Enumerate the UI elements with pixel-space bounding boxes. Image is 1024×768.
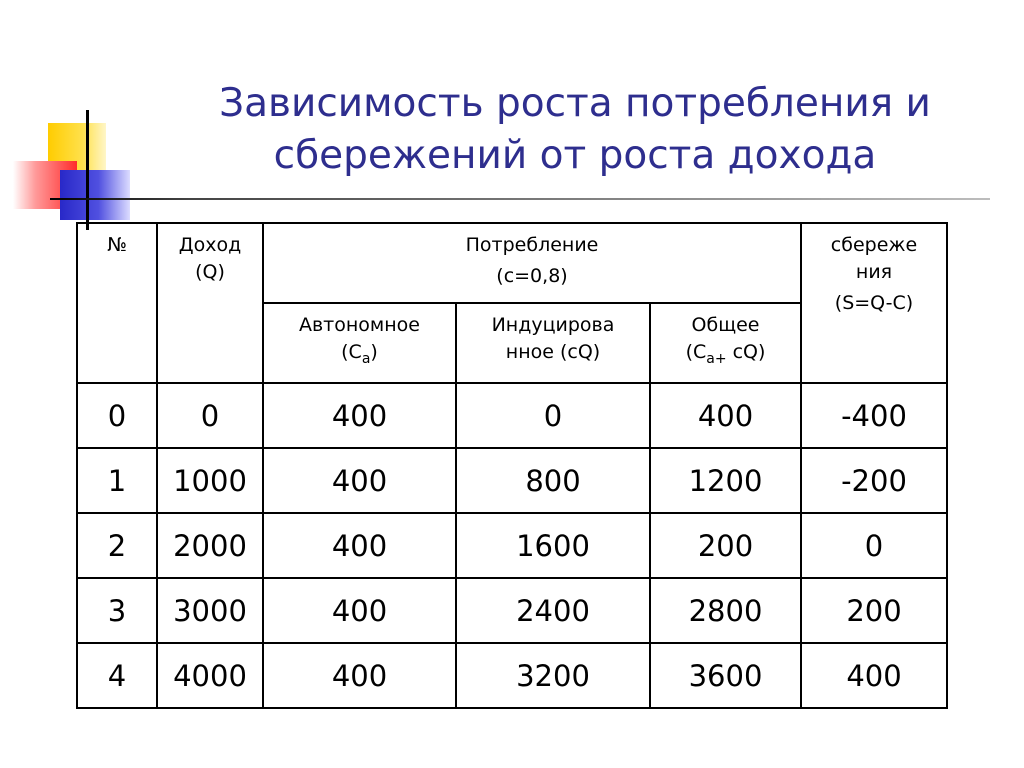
autonomous-symbol-sub: a xyxy=(361,350,371,367)
cell-induced: 3200 xyxy=(456,643,650,708)
cell-savings: -400 xyxy=(801,383,947,448)
cell-autonomous: 400 xyxy=(263,578,456,643)
cell-savings: 400 xyxy=(801,643,947,708)
decor-horizontal-line xyxy=(50,198,990,200)
header-savings-line1: сбереже xyxy=(830,234,918,256)
autonomous-symbol-post: ) xyxy=(370,341,378,363)
cell-number: 3 xyxy=(77,578,157,643)
header-income xyxy=(157,223,263,383)
total-symbol-sub: a+ xyxy=(706,350,727,367)
total-symbol-pre: (C xyxy=(685,341,707,363)
income-consumption-savings-table xyxy=(76,222,948,709)
cell-autonomous: 400 xyxy=(263,383,456,448)
header-total-symbol xyxy=(685,341,766,367)
cell-total: 2800 xyxy=(650,578,801,643)
cell-total: 200 xyxy=(650,513,801,578)
header-consumption-rate: (c=0,8) xyxy=(496,265,568,287)
cell-income: 0 xyxy=(157,383,263,448)
autonomous-symbol-pre: (C xyxy=(341,341,362,363)
cell-total: 3600 xyxy=(650,643,801,708)
header-autonomous-label: Автономное xyxy=(298,314,420,336)
cell-income: 2000 xyxy=(157,513,263,578)
slide-title xyxy=(160,78,990,182)
cell-number: 1 xyxy=(77,448,157,513)
title-line-2: сбережений от роста дохода xyxy=(273,133,877,178)
cell-induced: 2400 xyxy=(456,578,650,643)
header-income-symbol: (Q) xyxy=(195,261,225,283)
cell-number: 4 xyxy=(77,643,157,708)
cell-income: 4000 xyxy=(157,643,263,708)
cell-number: 2 xyxy=(77,513,157,578)
table-row xyxy=(77,448,947,513)
total-symbol-post: cQ) xyxy=(726,341,766,363)
cell-induced: 800 xyxy=(456,448,650,513)
header-autonomous-symbol xyxy=(341,341,378,367)
header-savings xyxy=(801,223,947,383)
header-consumption-label: Потребление xyxy=(465,234,599,256)
table-row xyxy=(77,513,947,578)
cell-savings: 0 xyxy=(801,513,947,578)
table-row xyxy=(77,383,947,448)
cell-savings: 200 xyxy=(801,578,947,643)
cell-induced: 0 xyxy=(456,383,650,448)
header-induced-line1: Индуцирова xyxy=(491,314,615,336)
header-autonomous xyxy=(263,303,456,383)
header-consumption xyxy=(263,223,801,303)
header-induced-line2: нное (cQ) xyxy=(505,341,601,363)
table-row xyxy=(77,578,947,643)
decor-vertical-line xyxy=(86,110,89,230)
cell-income: 3000 xyxy=(157,578,263,643)
cell-savings: -200 xyxy=(801,448,947,513)
cell-total: 1200 xyxy=(650,448,801,513)
cell-induced: 1600 xyxy=(456,513,650,578)
header-savings-line2: ния xyxy=(855,261,893,283)
header-total-label: Общее xyxy=(691,314,760,336)
header-income-label: Доход xyxy=(178,234,242,256)
cell-autonomous: 400 xyxy=(263,643,456,708)
cell-number: 0 xyxy=(77,383,157,448)
header-number-label: № xyxy=(107,234,127,256)
header-number xyxy=(77,223,157,383)
cell-autonomous: 400 xyxy=(263,513,456,578)
cell-income: 1000 xyxy=(157,448,263,513)
header-induced xyxy=(456,303,650,383)
cell-autonomous: 400 xyxy=(263,448,456,513)
title-line-1: Зависимость роста потребления и xyxy=(219,81,931,126)
decor-blue-square xyxy=(60,170,130,220)
header-savings-formula: (S=Q-C) xyxy=(834,292,914,314)
table-row xyxy=(77,643,947,708)
table-header-row-1 xyxy=(77,223,947,303)
cell-total: 400 xyxy=(650,383,801,448)
header-total xyxy=(650,303,801,383)
